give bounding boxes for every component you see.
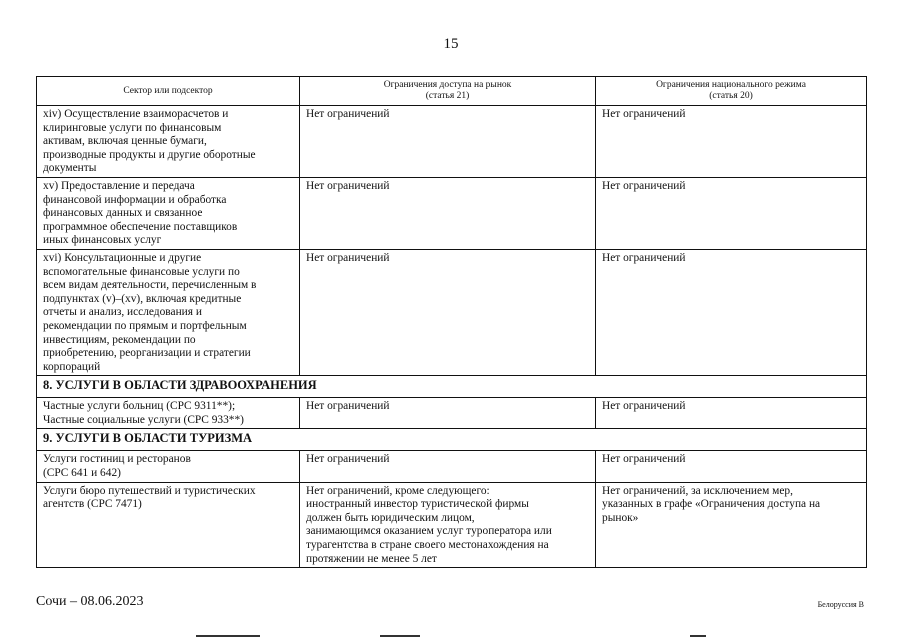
market-access-cell xyxy=(300,451,596,482)
sector-cell-line: клиринговые услуги по финансовым xyxy=(43,121,222,134)
sector-cell-line: программное обеспечение поставщиков xyxy=(43,220,238,233)
header-sector-line1: Сектор или подсектор xyxy=(123,85,213,96)
sector-cell-line: (CPC 641 и 642) xyxy=(43,467,121,480)
table-row xyxy=(37,249,867,375)
page-number: 15 xyxy=(443,36,459,52)
sector-cell xyxy=(37,249,300,375)
market-access-cell-line: Нет ограничений xyxy=(306,453,390,466)
national-treatment-cell xyxy=(596,398,867,429)
sector-cell-line: xv) Предоставление и передача xyxy=(43,179,195,192)
section-title: 8. УСЛУГИ В ОБЛАСТИ ЗДРАВООХРАНЕНИЯ xyxy=(37,376,867,398)
footer-date: Сочи – 08.06.2023 xyxy=(36,594,144,609)
national-treatment-cell-line: Нет ограничений, за исключением мер, xyxy=(602,484,793,497)
sector-cell-line: инвестициям, рекомендации по xyxy=(43,333,196,346)
sector-cell-line: xiv) Осуществление взаиморасчетов и xyxy=(43,108,229,120)
header-market-access xyxy=(300,77,596,106)
sector-cell-line: активам, включая ценные бумаги, xyxy=(43,135,207,148)
market-access-cell xyxy=(300,249,596,375)
sector-cell-line: агентств (CPC 7471) xyxy=(43,498,142,511)
national-treatment-cell-line: Нет ограничений xyxy=(602,179,686,192)
sector-cell-line: производные продукты и другие оборотные xyxy=(43,148,256,161)
national-treatment-cell xyxy=(596,249,867,375)
header-market-access-line2: (статья 21) xyxy=(425,91,470,101)
bottom-scan-marks xyxy=(0,632,902,640)
header-sector xyxy=(37,77,300,106)
national-treatment-cell xyxy=(596,451,867,482)
market-access-cell xyxy=(300,482,596,568)
market-access-cell-line: Нет ограничений, кроме следующего: xyxy=(306,484,490,497)
market-access-cell xyxy=(300,398,596,429)
table-row xyxy=(37,482,867,568)
sector-cell xyxy=(37,398,300,429)
header-market-access-line1: Ограничения доступа на рынок xyxy=(383,80,512,90)
header-national-treatment-line1: Ограничения национального режима xyxy=(656,80,806,90)
sector-cell-line: корпораций xyxy=(43,360,101,373)
table-row xyxy=(37,106,867,178)
national-treatment-cell-line: указанных в графе «Ограничения доступа на xyxy=(602,498,821,511)
market-access-cell-line: должен быть юридическим лицом, xyxy=(306,511,475,524)
footer-code: Белоруссия В xyxy=(817,600,864,609)
sector-cell-line: Частные социальные услуги (CPC 933**) xyxy=(43,413,244,426)
national-treatment-cell xyxy=(596,482,867,568)
market-access-cell-line: занимающимся оказанием услуг туроператора или xyxy=(306,525,552,538)
national-treatment-cell xyxy=(596,177,867,249)
national-treatment-cell-line: Нет ограничений xyxy=(602,453,686,466)
scan-mark xyxy=(380,635,420,637)
section-title: 9. УСЛУГИ В ОБЛАСТИ ТУРИЗМА xyxy=(37,429,867,451)
scan-mark xyxy=(690,635,706,637)
table-row xyxy=(37,451,867,482)
sector-cell-line: иных финансовых услуг xyxy=(43,234,162,247)
table-body xyxy=(37,106,867,568)
national-treatment-cell xyxy=(596,106,867,178)
header-national-treatment-line2: (статья 20) xyxy=(709,91,753,101)
sector-cell xyxy=(37,177,300,249)
national-treatment-cell-line: Нет ограничений xyxy=(602,251,686,264)
sector-cell-line: вспомогательные финансовые услуги по xyxy=(43,265,240,278)
section-header-row xyxy=(37,429,867,451)
table-header-row xyxy=(37,77,867,106)
sector-cell xyxy=(37,482,300,568)
market-access-cell-line: Нет ограничений xyxy=(306,400,390,413)
section-header-row xyxy=(37,376,867,398)
sector-cell-line: подпунктах (v)–(xv), включая кредитные xyxy=(43,292,242,305)
sector-cell-line: xvi) Консультационные и другие xyxy=(43,251,202,264)
market-access-cell-line: Нет ограничений xyxy=(306,179,390,192)
header-national-treatment xyxy=(596,77,867,106)
national-treatment-cell-line: Нет ограничений xyxy=(602,108,686,120)
sector-cell xyxy=(37,106,300,178)
table-row xyxy=(37,398,867,429)
sector-cell-line: отчеты и анализ, исследования и xyxy=(43,306,202,319)
market-access-cell-line: турагентства в стране своего местонахождения на xyxy=(306,539,549,552)
market-access-cell-line: иностранный инвестор туристической фирмы xyxy=(306,498,529,511)
market-access-cell xyxy=(300,177,596,249)
restrictions-table xyxy=(36,76,867,568)
market-access-cell-line: Нет ограничений xyxy=(306,251,390,264)
sector-cell-line: Услуги бюро путешествий и туристических xyxy=(43,484,256,497)
sector-cell-line: рекомендации по прямым и портфельным xyxy=(43,319,247,332)
sector-cell-line: Услуги гостиниц и ресторанов xyxy=(43,453,191,466)
national-treatment-cell-line: Нет ограничений xyxy=(602,400,686,413)
market-access-cell-line: протяжении не менее 5 лет xyxy=(306,552,437,565)
sector-cell-line: всем видам деятельности, перечисленным в xyxy=(43,279,257,292)
sector-cell xyxy=(37,451,300,482)
market-access-cell xyxy=(300,106,596,178)
sector-cell-line: документы xyxy=(43,162,97,175)
national-treatment-cell-line: рынок» xyxy=(602,511,639,524)
market-access-cell-line: Нет ограничений xyxy=(306,108,390,120)
table-row xyxy=(37,177,867,249)
sector-cell-line: финансовых данных и связанное xyxy=(43,207,203,220)
sector-cell-line: Частные услуги больниц (CPC 9311**); xyxy=(43,400,236,413)
sector-cell-line: финансовой информации и обработка xyxy=(43,193,227,206)
sector-cell-line: приобретению, реорганизации и стратегии xyxy=(43,347,251,360)
scan-mark xyxy=(196,635,260,637)
